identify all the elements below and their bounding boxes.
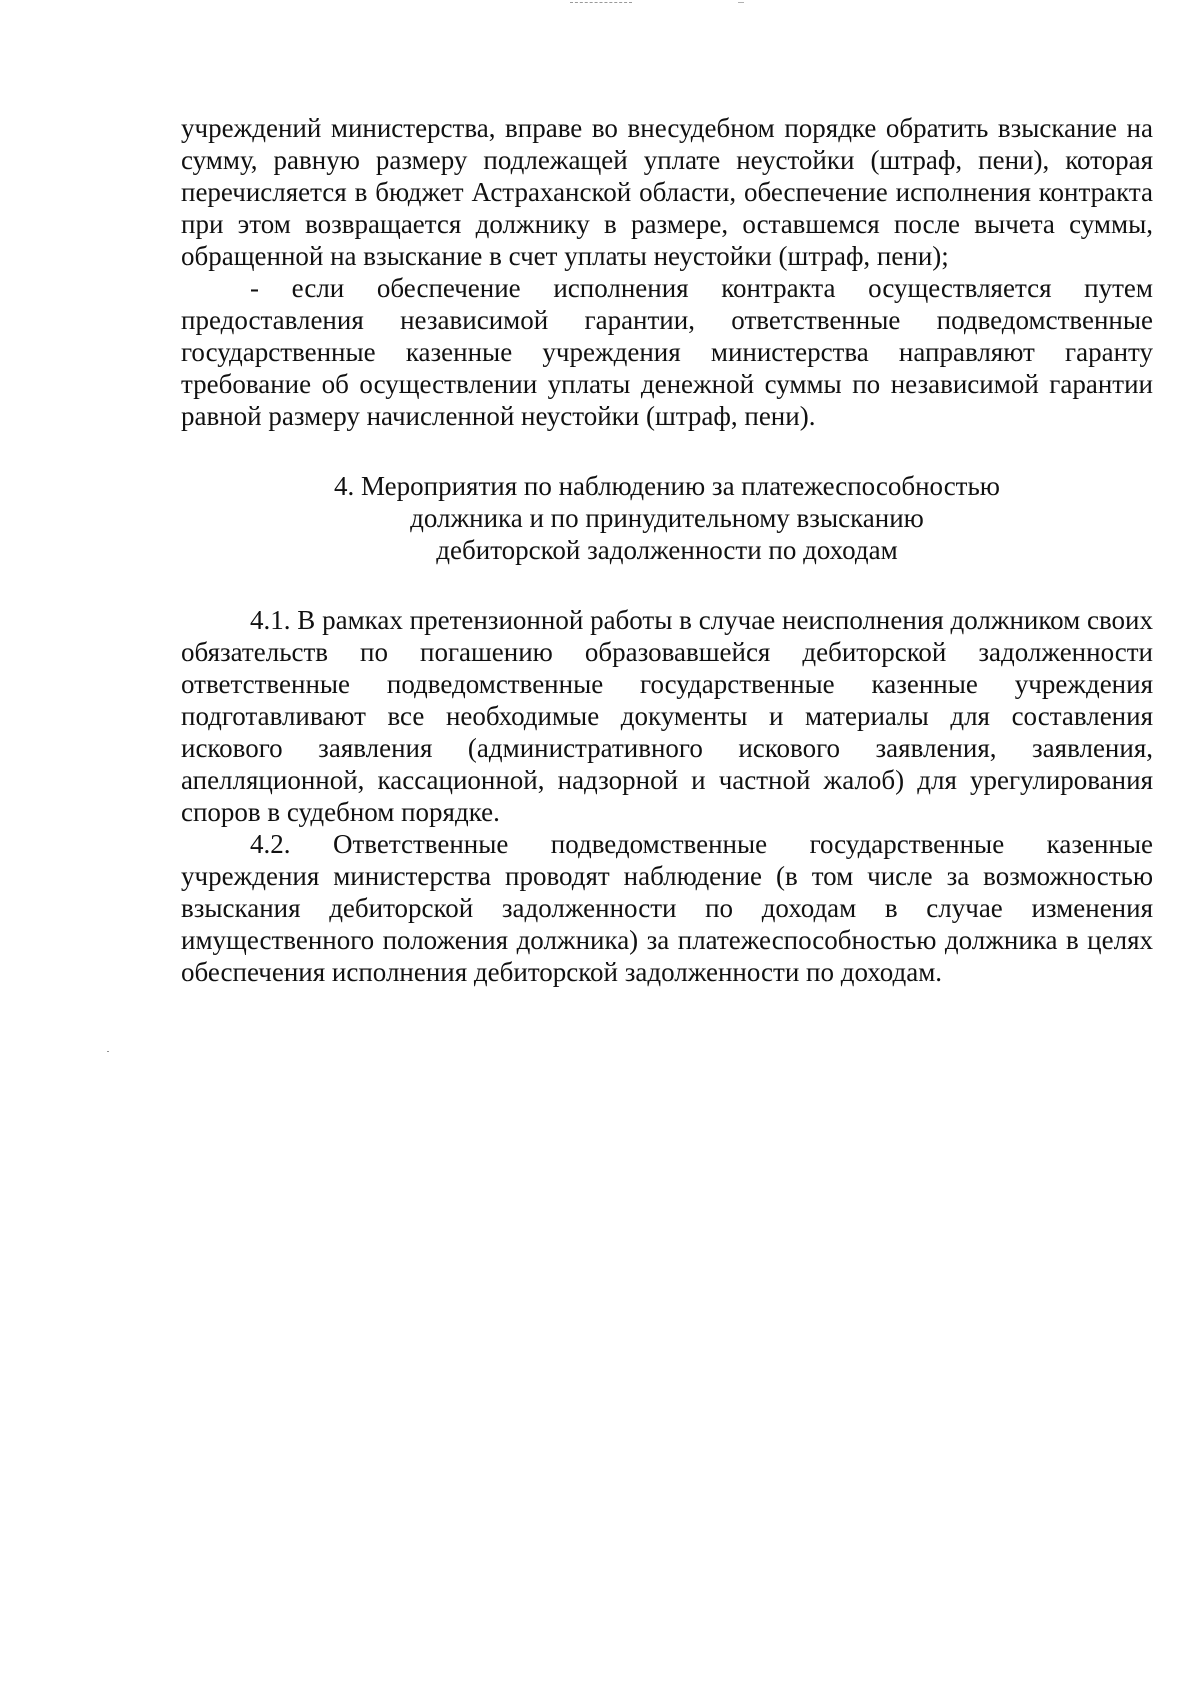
paragraph-4-2: 4.2. Ответственные подведомственные государственные казенные учреждения министерства проводят наблюдение (в том числе за возможностью взыскания дебиторской задолженности по доходам в случае изменения имущественного положения должника) за платежеспособностью должника в целях обеспечения исполнения дебиторской задолженности по доходам. <box>181 829 1153 987</box>
heading-line-3: дебиторской задолженности по доходам <box>436 535 898 565</box>
scan-artifact-top <box>570 2 632 4</box>
paragraph-guarantee: - если обеспечение исполнения контракта осуществляется путем предоставления независимой гарантии, ответственные подведомственные государственные казенные учреждения министерства направляют гаранту требование об осуществлении уплаты денежной суммы по независимой гарантии равной размеру начисленной неустойки (штраф, пени). <box>181 273 1153 431</box>
heading-line-2: должника и по принудительному взысканию <box>410 503 924 533</box>
paragraph-continuation: учреждений министерства, вправе во внесудебном порядке обратить взыскание на сумму, равную размеру подлежащей уплате неустойки (штраф, пени), которая перечисляется в бюджет Астраханской области, обеспечение исполнения контракта при этом возвращается должнику в размере, оставшемся после вычета суммы, обращенной на взыскание в счет уплаты неустойки (штраф, пени); <box>181 113 1153 271</box>
heading-line-1: 4. Мероприятия по наблюдению за платежеспособностью <box>334 471 1000 501</box>
section-heading <box>181 470 1153 566</box>
scan-artifact-tick <box>738 2 744 3</box>
paragraph-4-1: 4.1. В рамках претензионной работы в случае неисполнения должником своих обязательств по погашению образовавшейся дебиторской задолженности ответственные подведомственные государственные казенные учреждения подготавливают все необходимые документы и материалы для составления искового заявления (административного искового заявления, заявления, апелляционной, кассационной, надзорной и частной жалоб) для урегулирования споров в судебном порядке. <box>181 605 1153 827</box>
scan-artifact-side <box>107 1051 109 1052</box>
document-body <box>181 112 1153 988</box>
